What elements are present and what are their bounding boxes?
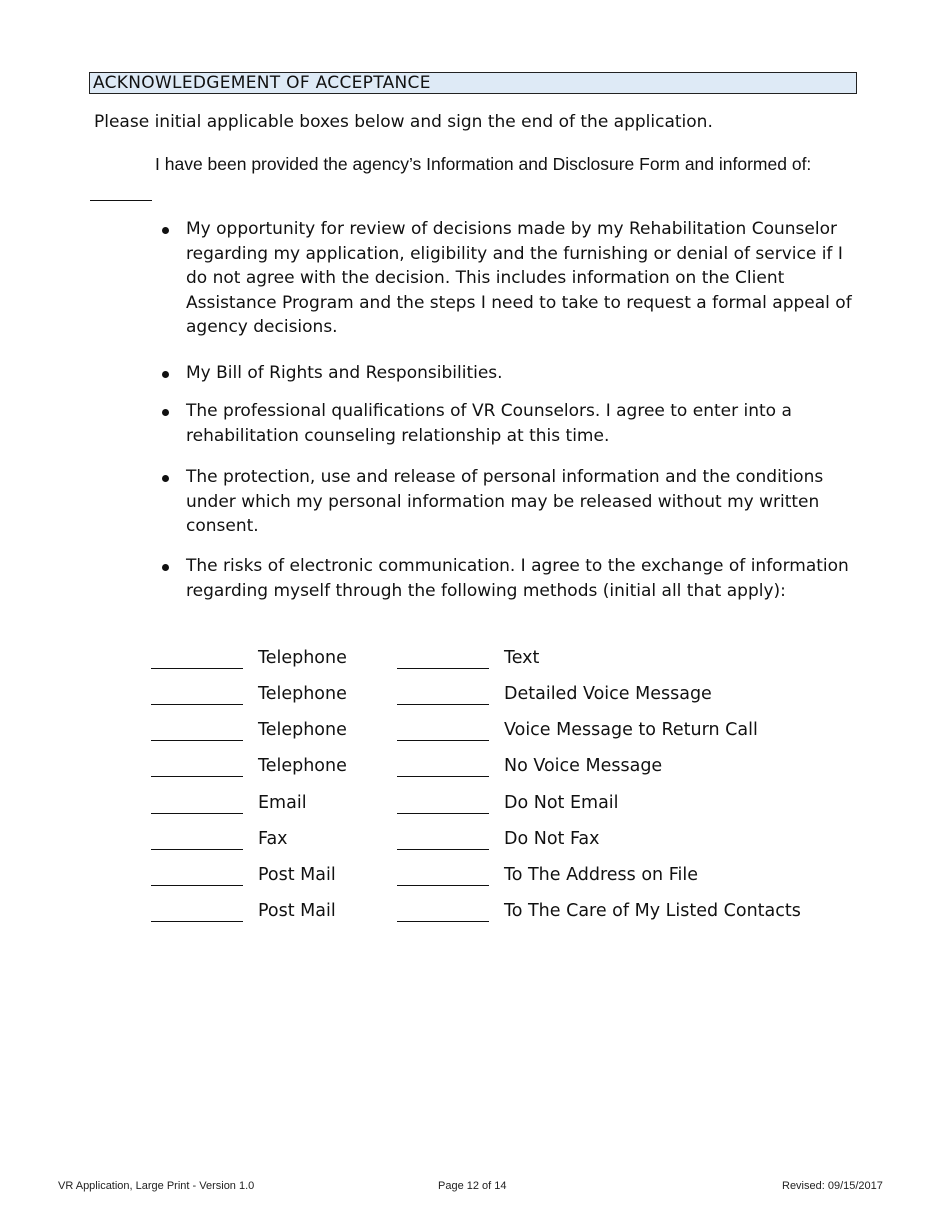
initial-field[interactable]	[397, 704, 489, 705]
method-label: Post Mail	[258, 865, 336, 885]
bullet-icon	[162, 227, 169, 234]
initial-field[interactable]	[397, 776, 489, 777]
list-item-text: The protection, use and release of personal information and the conditions under which my personal information may be released without my written consent.	[186, 467, 824, 536]
method-label: Telephone	[258, 684, 347, 704]
initial-field[interactable]	[151, 668, 243, 669]
method-label: Email	[258, 793, 307, 813]
footer-document-title: VR Application, Large Print - Version 1.0	[58, 1180, 255, 1192]
method-option-label: Do Not Fax	[504, 829, 600, 849]
initial-field[interactable]	[397, 740, 489, 741]
acknowledgement-text: I have been provided the agency’s Information and Disclosure Form and informed of:	[155, 154, 812, 174]
method-option-label: Text	[504, 648, 540, 668]
contact-method-row	[0, 861, 950, 891]
initial-field[interactable]	[397, 813, 489, 814]
contact-method-row	[0, 680, 950, 710]
initial-field[interactable]	[151, 921, 243, 922]
method-label: Telephone	[258, 720, 347, 740]
method-option-label: To The Care of My Listed Contacts	[504, 901, 801, 921]
list-item-text: My opportunity for review of decisions made by my Rehabilitation Counselor regarding my application, eligibility and the furnishing or denial of service if I do not agree with the decision. This includes information on the Client Assistance Program and the steps I need to take to request a formal appeal of agency decisions.	[186, 219, 852, 337]
contact-method-row	[0, 644, 950, 674]
initial-field[interactable]	[397, 849, 489, 850]
method-option-label: To The Address on File	[504, 865, 698, 885]
initial-field[interactable]	[397, 668, 489, 669]
contact-method-row	[0, 897, 950, 927]
footer-page-number: Page 12 of 14	[438, 1180, 507, 1192]
method-option-label: Voice Message to Return Call	[504, 720, 758, 740]
method-label: Telephone	[258, 756, 347, 776]
list-item-text: My Bill of Rights and Responsibilities.	[186, 363, 503, 383]
list-item-text: The risks of electronic communication. I agree to the exchange of information regarding myself through the following methods (initial all that apply):	[186, 556, 849, 601]
method-option-label: Do Not Email	[504, 793, 619, 813]
bullet-icon	[162, 475, 169, 482]
acknowledgement-initial-field[interactable]	[90, 200, 152, 201]
list-item-text: The professional qualifications of VR Counselors. I agree to enter into a rehabilitation counseling relationship at this time.	[186, 401, 792, 446]
footer-revised-date: Revised: 09/15/2017	[782, 1180, 883, 1192]
initial-field[interactable]	[397, 885, 489, 886]
section-header: ACKNOWLEDGEMENT OF ACCEPTANCE	[89, 72, 857, 94]
contact-method-row	[0, 752, 950, 782]
method-label: Fax	[258, 829, 288, 849]
method-label: Post Mail	[258, 901, 336, 921]
initial-field[interactable]	[151, 704, 243, 705]
bullet-icon	[162, 409, 169, 416]
contact-method-row	[0, 789, 950, 819]
method-option-label: No Voice Message	[504, 756, 663, 776]
intro-text: Please initial applicable boxes below and sign the end of the application.	[94, 112, 713, 132]
method-option-label: Detailed Voice Message	[504, 684, 712, 704]
initial-field[interactable]	[151, 740, 243, 741]
bullet-icon	[162, 564, 169, 571]
initial-field[interactable]	[151, 776, 243, 777]
initial-field[interactable]	[151, 813, 243, 814]
method-label: Telephone	[258, 648, 347, 668]
contact-method-row	[0, 716, 950, 746]
initial-field[interactable]	[151, 885, 243, 886]
bullet-icon	[162, 371, 169, 378]
initial-field[interactable]	[151, 849, 243, 850]
initial-field[interactable]	[397, 921, 489, 922]
contact-method-row	[0, 825, 950, 855]
